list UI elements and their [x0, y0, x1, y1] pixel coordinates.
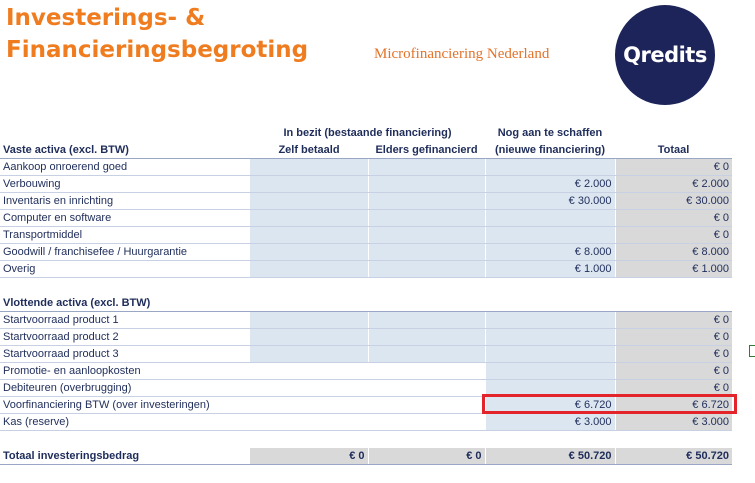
subtitle: Microfinanciering Nederland — [374, 46, 550, 62]
cell-elders-gefinancierd[interactable] — [368, 210, 485, 227]
header-nog-aan-te-schaffen: Nog aan te schaffen — [497, 127, 603, 139]
table-row — [0, 414, 732, 431]
cell-nieuwe-financiering[interactable] — [485, 159, 615, 176]
header-zelf-betaald: Zelf betaald — [250, 142, 368, 159]
cell-nieuwe-financiering[interactable] — [485, 380, 615, 397]
cell-zelf-betaald[interactable] — [250, 397, 368, 414]
total-elders-gefinancierd[interactable]: € 0 — [368, 448, 485, 465]
table-row — [0, 346, 732, 363]
cell-nieuwe-financiering[interactable] — [485, 210, 615, 227]
cell-zelf-betaald[interactable] — [250, 176, 368, 193]
cell-nieuwe-financiering[interactable]: € 30.000 — [485, 193, 615, 210]
cell-totaal[interactable]: € 0 — [615, 363, 732, 380]
cell-totaal[interactable]: € 0 — [615, 380, 732, 397]
table-row — [0, 397, 732, 414]
cell-zelf-betaald[interactable] — [250, 363, 368, 380]
cell-nieuwe-financiering[interactable] — [485, 227, 615, 244]
cell-elders-gefinancierd[interactable] — [368, 261, 485, 278]
cell-elders-gefinancierd[interactable] — [368, 176, 485, 193]
vlottende-header-row — [0, 295, 732, 312]
cell-nieuwe-financiering[interactable]: € 6.720 — [485, 397, 615, 414]
row-label: Kas (reserve) — [0, 414, 250, 431]
cell-zelf-betaald[interactable] — [250, 312, 368, 329]
cell-zelf-betaald[interactable] — [250, 159, 368, 176]
cell-totaal[interactable]: € 2.000 — [615, 176, 732, 193]
total-totaal[interactable]: € 50.720 — [615, 448, 732, 465]
budget-table — [0, 142, 732, 465]
cell-totaal[interactable]: € 0 — [615, 210, 732, 227]
total-zelf-betaald[interactable]: € 0 — [250, 448, 368, 465]
cell-zelf-betaald[interactable] — [250, 210, 368, 227]
row-label: Voorfinanciering BTW (over investeringen) — [0, 397, 250, 414]
table-row — [0, 176, 732, 193]
header-row — [0, 142, 732, 159]
row-label: Promotie- en aanloopkosten — [0, 363, 250, 380]
logo-text: Qredits — [623, 43, 707, 67]
row-label: Verbouwing — [0, 176, 250, 193]
cell-nieuwe-financiering[interactable] — [485, 312, 615, 329]
row-label: Goodwill / franchisefee / Huurgarantie — [0, 244, 250, 261]
cell-elders-gefinancierd[interactable] — [368, 159, 485, 176]
cell-zelf-betaald[interactable] — [250, 380, 368, 397]
cell-elders-gefinancierd[interactable] — [368, 397, 485, 414]
spacer-row — [0, 278, 732, 296]
cell-totaal[interactable]: € 0 — [615, 346, 732, 363]
cell-zelf-betaald[interactable] — [250, 193, 368, 210]
cell-elders-gefinancierd[interactable] — [368, 227, 485, 244]
header-nieuwe-financiering: (nieuwe financiering) — [485, 142, 615, 159]
row-label: Aankoop onroerend goed — [0, 159, 250, 176]
page-title — [6, 2, 308, 66]
row-label: Transportmiddel — [0, 227, 250, 244]
total-nieuwe-financiering[interactable]: € 50.720 — [485, 448, 615, 465]
table-row — [0, 227, 732, 244]
cell-elders-gefinancierd[interactable] — [368, 380, 485, 397]
cell-elders-gefinancierd[interactable] — [368, 363, 485, 380]
row-label: Debiteuren (overbrugging) — [0, 380, 250, 397]
title-line-1: Investerings- & — [6, 5, 206, 31]
cell-elders-gefinancierd[interactable] — [368, 244, 485, 261]
row-label: Computer en software — [0, 210, 250, 227]
cell-zelf-betaald[interactable] — [250, 227, 368, 244]
table-row — [0, 380, 732, 397]
cell-totaal[interactable]: € 0 — [615, 227, 732, 244]
table-row — [0, 312, 732, 329]
cell-nieuwe-financiering[interactable] — [485, 363, 615, 380]
vlottende-activa-rows — [0, 312, 732, 431]
cell-selection-edge — [749, 345, 755, 357]
cell-totaal[interactable]: € 0 — [615, 159, 732, 176]
header-elders-gefinancierd: Elders gefinancierd — [368, 142, 485, 159]
cell-nieuwe-financiering[interactable]: € 1.000 — [485, 261, 615, 278]
cell-elders-gefinancierd[interactable] — [368, 312, 485, 329]
cell-elders-gefinancierd[interactable] — [368, 414, 485, 431]
cell-zelf-betaald[interactable] — [250, 244, 368, 261]
cell-elders-gefinancierd[interactable] — [368, 329, 485, 346]
row-label: Startvoorraad product 1 — [0, 312, 250, 329]
cell-nieuwe-financiering[interactable] — [485, 329, 615, 346]
vaste-activa-rows — [0, 159, 732, 278]
cell-nieuwe-financiering[interactable]: € 2.000 — [485, 176, 615, 193]
table-row — [0, 363, 732, 380]
row-label: Inventaris en inrichting — [0, 193, 250, 210]
cell-zelf-betaald[interactable] — [250, 261, 368, 278]
cell-zelf-betaald[interactable] — [250, 414, 368, 431]
table-row — [0, 210, 732, 227]
section-vlottende-activa: Vlottende activa (excl. BTW) — [0, 295, 732, 312]
row-label: Startvoorraad product 2 — [0, 329, 250, 346]
qredits-logo — [615, 5, 715, 105]
cell-totaal[interactable]: € 30.000 — [615, 193, 732, 210]
table-row — [0, 261, 732, 278]
section-vaste-activa: Vaste activa (excl. BTW) — [0, 142, 250, 159]
cell-totaal[interactable]: € 6.720 — [615, 397, 732, 414]
header-in-bezit: In bezit (bestaande financiering) — [283, 127, 452, 139]
table-row — [0, 159, 732, 176]
total-row — [0, 448, 732, 465]
title-line-2: Financieringsbegroting — [6, 37, 309, 63]
row-label: Startvoorraad product 3 — [0, 346, 250, 363]
table-row — [0, 329, 732, 346]
cell-nieuwe-financiering[interactable] — [485, 346, 615, 363]
cell-totaal[interactable]: € 3.000 — [615, 414, 732, 431]
cell-elders-gefinancierd[interactable] — [368, 193, 485, 210]
spacer-row-2 — [0, 431, 732, 449]
cell-totaal[interactable]: € 1.000 — [615, 261, 732, 278]
row-label: Overig — [0, 261, 250, 278]
cell-nieuwe-financiering[interactable]: € 3.000 — [485, 414, 615, 431]
cell-nieuwe-financiering[interactable]: € 8.000 — [485, 244, 615, 261]
cell-zelf-betaald[interactable] — [250, 329, 368, 346]
cell-zelf-betaald[interactable] — [250, 346, 368, 363]
table-row — [0, 244, 732, 261]
cell-elders-gefinancierd[interactable] — [368, 346, 485, 363]
cell-totaal[interactable]: € 0 — [615, 329, 732, 346]
header-totaal: Totaal — [615, 142, 732, 159]
cell-totaal[interactable]: € 8.000 — [615, 244, 732, 261]
total-label: Totaal investeringsbedrag — [0, 448, 250, 465]
cell-totaal[interactable]: € 0 — [615, 312, 732, 329]
table-row — [0, 193, 732, 210]
